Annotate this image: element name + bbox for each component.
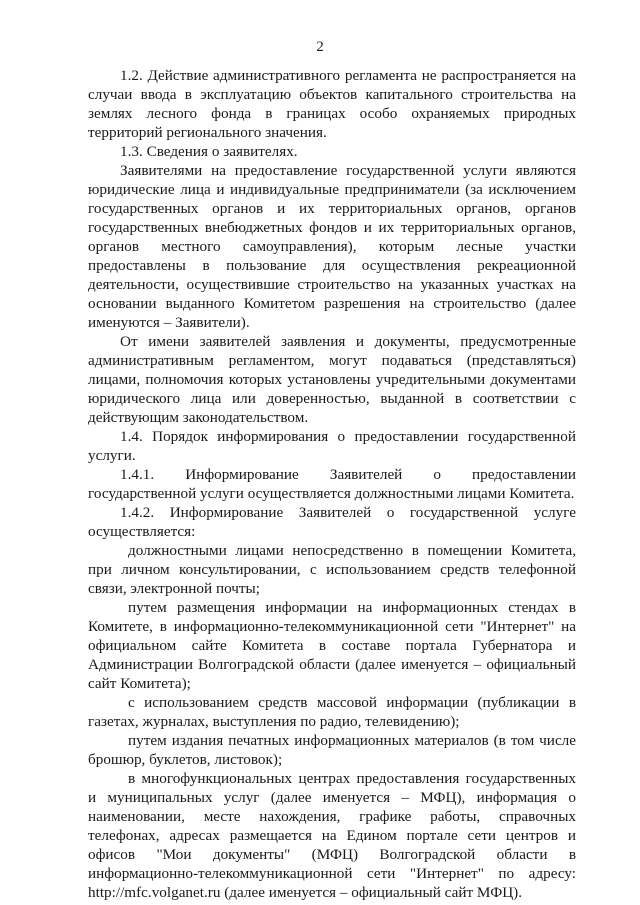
heading-1-3: 1.3. Сведения о заявителях. [120, 143, 298, 160]
list-item-media: с использованием средств массовой информации (публикации в газетах, журналах, выступления по радио, телевидению); [88, 694, 576, 730]
paragraph-1-2: 1.2. Действие административного регламента не распространяется на случаи ввода в эксплуатацию объектов капитального строительства на землях лесного фонда в границах особо охраняемых природных территорий регионального значения. [88, 67, 576, 141]
list-item-officials: должностными лицами непосредственно в помещении Комитета, при личном консультировании, с использованием средств телефонной связи, электронной почты; [88, 542, 576, 597]
paragraph-1-4-2: 1.4.2. Информирование Заявителей о государственной услуге осуществляется: [88, 504, 576, 540]
paragraph-applicants: Заявителями на предоставление государственной услуги являются юридические лица и индивидуальные предприниматели (за исключением государственных органов и их территориальных органов, органов государственных внебюджетных фондов и их территориальных органов, органов местного самоуправления), которым лесные участки предоставлены в пользование для осуществления рекреационной деятельности, осуществившие строительство на указанных участках на основании выданного Комитетом разрешения на строительство (далее именуются – Заявители). [88, 162, 576, 331]
document-body [88, 66, 576, 902]
paragraph-1-4-1: 1.4.1. Информирование Заявителей о предоставлении государственной услуги осуществляется должностными лицами Комитета. [88, 466, 576, 502]
list-item-mfc: в многофункциональных центрах предоставления государственных и муниципальных услуг (далее именуется – МФЦ), информация о наименовании, месте нахождения, графике работы, справочных телефонах, адресах размещается на Едином портале сети центров и офисов "Мои документы" (МФЦ) Волгоградской области в информационно-телекоммуникационной сети "Интернет" по адресу: http://mfc.volganet.ru (далее именуется – официальный сайт МФЦ). [88, 770, 576, 901]
paragraph-representatives: От имени заявителей заявления и документы, предусмотренные административным регламентом, могут подаваться (представляться) лицами, полномочия которых установлены учредительными документами юридического лица или доверенностью, выданной в соответствии с действующим законодательством. [88, 333, 576, 426]
heading-1-4: 1.4. Порядок информирования о предоставлении государственной услуги. [88, 428, 576, 464]
page-number: 2 [316, 39, 324, 55]
list-item-stands: путем размещения информации на информационных стендах в Комитете, в информационно-телекоммуникационной сети "Интернет" на официальном сайте Комитета в составе портала Губернатора и Администрации Волгоградской области (далее именуется – официальный сайт Комитета); [88, 599, 576, 692]
list-item-printed: путем издания печатных информационных материалов (в том числе брошюр, буклетов, листовок); [88, 732, 576, 768]
